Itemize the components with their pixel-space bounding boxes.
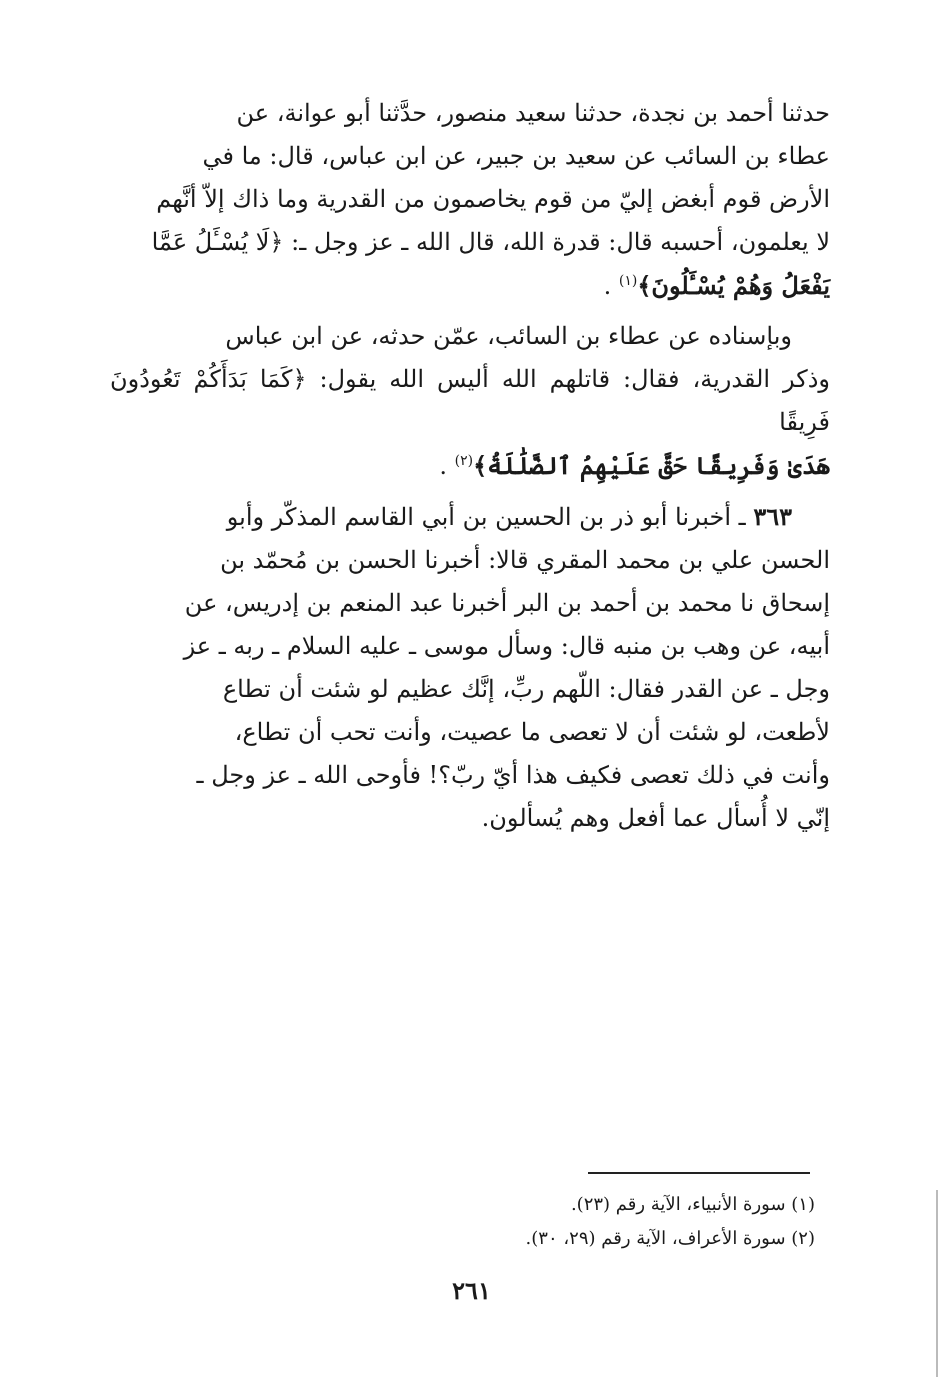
text-line-last (110, 264, 830, 308)
paragraph-3 (110, 495, 830, 840)
text-line: الأرض قوم أبغض إليّ من قوم يخاصمون من القدرية وما ذاك إلاّ أنَّهم (156, 185, 830, 213)
text-line (110, 495, 830, 539)
hadith-number: ٣٦٣ (753, 502, 792, 531)
text-span: ـ أخبرنا أبو ذر بن الحسين بن أبي القاسم المذكّر وأبو (226, 503, 746, 531)
text-line: الحسن علي بن محمد المقري قالا: أخبرنا الحسن بن مُحمّد بن (220, 546, 830, 574)
text-line: وذكر القدرية، فقال: قاتلهم الله أليس الله يقول: ﴿كَمَا بَدَأَكُمْ تَعُودُونَ فَرِيقًا (110, 365, 830, 436)
paragraph-1 (110, 92, 830, 308)
text-line: وجل ـ عن القدر فقال: اللّهم ربِّ، إنَّك عظيم لو شئت أن تطاع (222, 675, 830, 703)
line-terminator: . (439, 452, 448, 480)
scan-edge-line (936, 1190, 938, 1377)
text-line-last: إنّي لا أُسأل عما أفعل وهم يُسألون. (481, 804, 830, 832)
line-terminator: . (603, 272, 612, 300)
footnotes (430, 1188, 815, 1256)
text-line: وأنت في ذلك تعصى فكيف هذا أيّ ربّ؟! فأوحى الله ـ عز وجل ـ (196, 761, 830, 789)
paragraph-2 (110, 315, 830, 488)
footnote-1: (١) سورة الأنبياء، الآية رقم (٢٣). (570, 1194, 815, 1215)
footnote-ref-1: (١) (618, 273, 638, 289)
page-number: ٢٦١ (452, 1276, 491, 1305)
text-line-last (110, 444, 830, 488)
quran-verse: هَدَىٰ وَفَرِيقًا حَقَّ عَلَيْهِمُ ٱلضَّلَٰلَةُ﴾ (473, 451, 830, 480)
footnote-ref-2: (٢) (454, 453, 474, 469)
text-line: لأطعت، لو شئت أن لا تعصى ما عصيت، وأنت تحب أن تطاع، (234, 718, 830, 746)
text-line: حدثنا أحمد بن نجدة، حدثنا سعيد منصور، حدَّثنا أبو عوانة، عن (236, 99, 830, 127)
text-line: إسحاق نا محمد بن أحمد بن البر أخبرنا عبد المنعم بن إدريس، عن (184, 589, 830, 617)
text-line: لا يعلمون، أحسبه قال: قدرة الله، قال الله ـ عز وجل ـ: ﴿لَا يُسْـَٔلُ عَمَّا (151, 228, 830, 256)
footnote-2: (٢) سورة الأعراف، الآية رقم (٢٩، ٣٠). (525, 1228, 815, 1249)
text-line: عطاء بن السائب عن سعيد بن جبير، عن ابن عباس، قال: ما في (202, 142, 830, 170)
quran-verse: يَفْعَلُ وَهُمْ يُسْـَٔلُونَ﴾ (637, 271, 830, 300)
text-line: أبيه، عن وهب بن منبه قال: وسأل موسى ـ عليه السلام ـ ربه ـ عز (183, 632, 830, 660)
text-line: وبإسناده عن عطاء بن السائب، عمّن حدثه، عن ابن عباس (225, 322, 792, 350)
main-text (110, 92, 830, 840)
footnote-separator (588, 1172, 810, 1174)
